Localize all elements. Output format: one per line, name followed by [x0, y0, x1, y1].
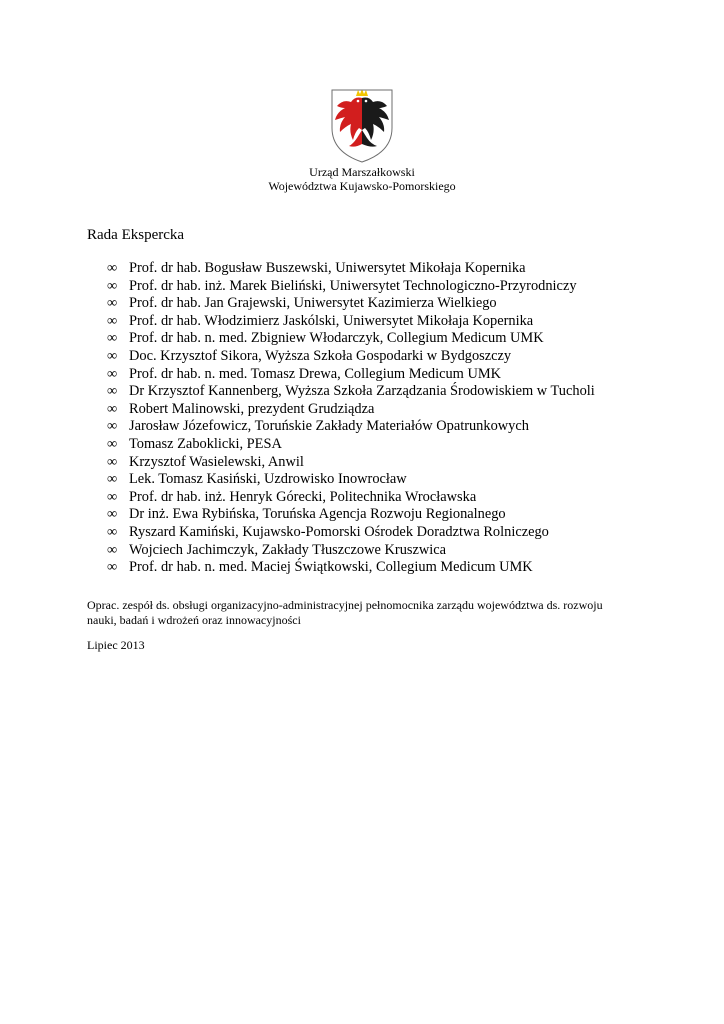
list-item: [107, 260, 595, 278]
expert-entry: Jarosław Józefowicz, Toruńskie Zakłady Materiałów Opatrunkowych: [129, 418, 529, 435]
list-item: [107, 313, 595, 331]
list-item: [107, 348, 595, 366]
expert-entry: Lek. Tomasz Kasiński, Uzdrowisko Inowrocław: [129, 471, 407, 488]
infinity-bullet-icon: ∞: [107, 260, 118, 276]
infinity-bullet-icon: ∞: [107, 295, 118, 312]
footer-note: Oprac. zespół ds. obsługi organizacyjno-administracyjnej pełnomocnika zarządu województwa ds. rozwoju nauki, badań i wdrożeń oraz innowacyjności: [87, 598, 603, 627]
infinity-bullet-icon: ∞: [107, 523, 118, 540]
list-item: [107, 366, 595, 384]
list-item: [107, 295, 595, 313]
infinity-bullet-icon: ∞: [107, 277, 118, 294]
expert-entry: Prof. dr hab. Włodzimierz Jaskólski, Uniwersytet Mikołaja Kopernika: [129, 312, 534, 329]
expert-entry: Prof. dr hab. n. med. Zbigniew Włodarczyk, Collegium Medicum UMK: [129, 330, 544, 347]
expert-entry: Prof. dr hab. Bogusław Buszewski, Uniwersytet Mikołaja Kopernika: [129, 260, 526, 276]
list-item: [107, 471, 595, 489]
list-item: [107, 542, 595, 560]
list-item: [107, 559, 595, 577]
expert-entry: Dr Krzysztof Kannenberg, Wyższa Szkoła Zarządzania Środowiskiem w Tucholi: [129, 383, 595, 400]
infinity-bullet-icon: ∞: [107, 435, 118, 452]
office-name-line1: Urząd Marszałkowski: [309, 165, 415, 179]
list-item: [107, 330, 595, 348]
expert-entry: Tomasz Zaboklicki, PESA: [129, 435, 282, 452]
infinity-bullet-icon: ∞: [107, 383, 118, 400]
expert-entry: Prof. dr hab. inż. Marek Bieliński, Uniwersytet Technologiczno-Przyrodniczy: [129, 277, 577, 294]
infinity-bullet-icon: ∞: [107, 559, 118, 576]
list-item: [107, 524, 595, 542]
infinity-bullet-icon: ∞: [107, 471, 118, 488]
expert-entry: Krzysztof Wasielewski, Anwil: [129, 453, 304, 470]
list-item: [107, 436, 595, 454]
infinity-bullet-icon: ∞: [107, 506, 118, 523]
expert-entry: Prof. dr hab. n. med. Maciej Świątkowski, Collegium Medicum UMK: [129, 559, 533, 576]
list-item: [107, 401, 595, 419]
expert-entry: Robert Malinowski, prezydent Grudziądza: [129, 400, 375, 417]
infinity-bullet-icon: ∞: [107, 365, 118, 382]
office-name-line2: Województwa Kujawsko-Pomorskiego: [268, 179, 456, 193]
coat-of-arms-icon: [329, 84, 395, 164]
list-item: [107, 489, 595, 507]
expert-entry: Dr inż. Ewa Rybińska, Toruńska Agencja Rozwoju Regionalnego: [129, 506, 506, 523]
infinity-bullet-icon: ∞: [107, 541, 118, 558]
expert-entry: Doc. Krzysztof Sikora, Wyższa Szkoła Gospodarki w Bydgoszczy: [129, 347, 512, 364]
list-item: [107, 278, 595, 296]
list-item: [107, 383, 595, 401]
document-date: Lipiec 2013: [87, 638, 145, 652]
expert-entry: Prof. dr hab. n. med. Tomasz Drewa, Collegium Medicum UMK: [129, 365, 502, 382]
expert-entry: Prof. dr hab. Jan Grajewski, Uniwersytet Kazimierza Wielkiego: [129, 295, 497, 312]
infinity-bullet-icon: ∞: [107, 488, 118, 505]
infinity-bullet-icon: ∞: [107, 418, 118, 435]
list-item: [107, 418, 595, 436]
expert-entry: Prof. dr hab. inż. Henryk Górecki, Politechnika Wrocławska: [129, 488, 477, 505]
section-title: Rada Ekspercka: [87, 227, 185, 243]
expert-entry: Wojciech Jachimczyk, Zakłady Tłuszczowe Kruszwica: [129, 541, 447, 558]
list-item: [107, 454, 595, 472]
infinity-bullet-icon: ∞: [107, 453, 118, 470]
infinity-bullet-icon: ∞: [107, 312, 118, 329]
document-header: [0, 165, 724, 193]
expert-entry: Ryszard Kamiński, Kujawsko-Pomorski Ośrodek Doradztwa Rolniczego: [129, 523, 549, 540]
list-item: [107, 506, 595, 524]
infinity-bullet-icon: ∞: [107, 400, 118, 417]
infinity-bullet-icon: ∞: [107, 347, 118, 364]
experts-list: [107, 260, 595, 577]
infinity-bullet-icon: ∞: [107, 330, 118, 347]
